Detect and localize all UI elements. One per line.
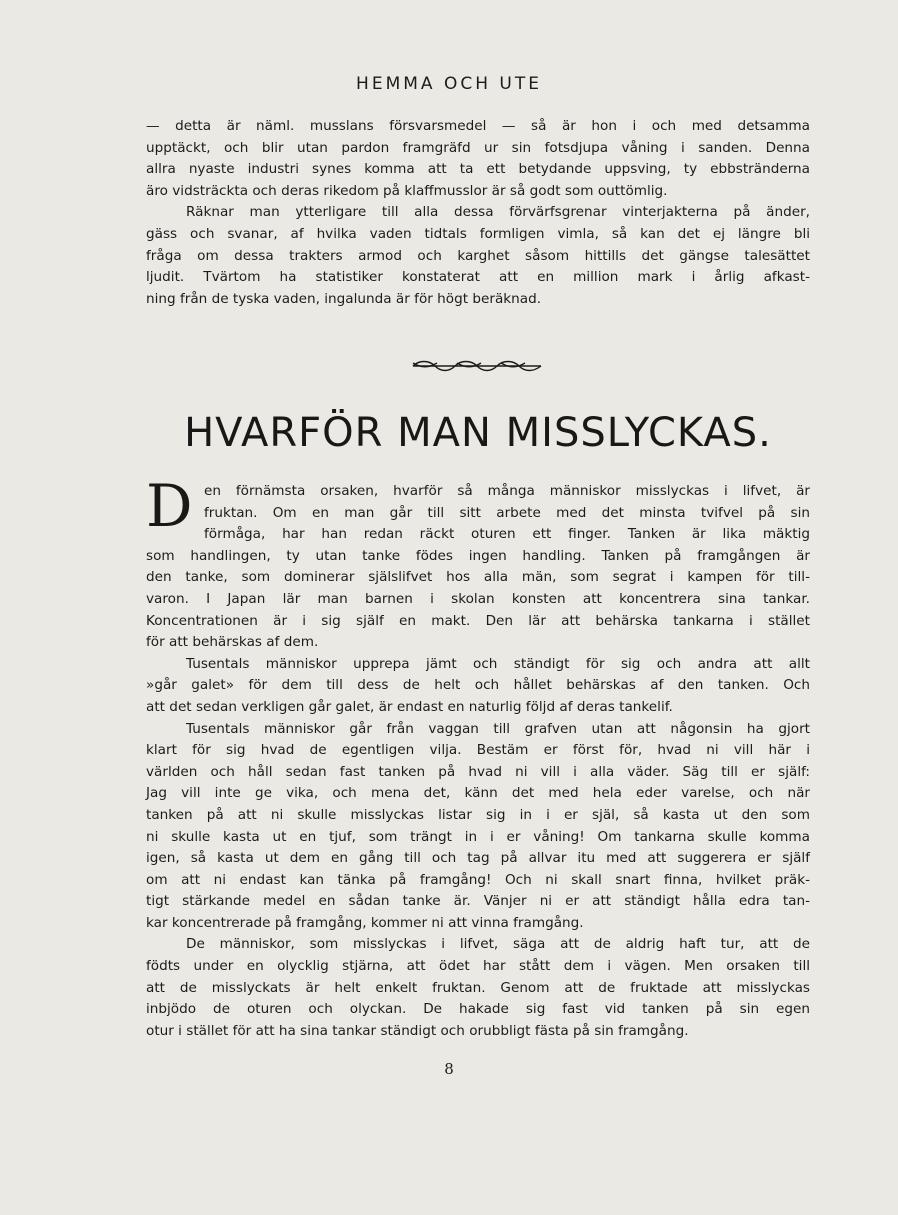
text-line: ni skulle kasta ut en tjuf, som trängt in i er våning! Om tankarna skulle komma [146,828,810,845]
text-line: förmåga, har han redan räckt oturen ett finger. Tanken är lika mäktig [204,526,810,543]
text-line: den tanke, som dominerar själslifvet hos alla män, som segrat i kampen för till- [146,569,810,586]
text-line: för att behärskas af dem. [146,634,319,651]
text-line: en förnämsta orsaken, hvarför så många människor misslyckas i lifvet, är [204,483,810,499]
text-line: otur i stället för att ha sina tankar ständigt och orubbligt fästa på sin framgång. [146,1022,689,1039]
article-title: HVARFÖR MAN MISSLYCKAS. [184,410,772,456]
text-line: gäss och svanar, af hvilka vaden tidtals formligen vimla, så kan det ej längre bli [146,225,810,242]
text-line: ning från de tyska vaden, ingalunda är för högt beräknad. [146,290,542,307]
text-line: igen, så kasta ut dem en gång till och tag på allvar itu med att suggerera er själf [146,850,810,867]
text-line: tigt stärkande medel en sådan tanke är. Vänjer ni er att ständigt hålla edra tan- [146,893,810,910]
drop-cap: D [146,472,193,540]
text-line: Räknar man ytterligare till alla dessa förvärfsgrenar vinterjakterna på änder, [186,204,810,221]
text-line: tanken på att ni skulle misslyckas listar sig in i er själ, så kasta ut den som [146,806,810,823]
text-line: allra nyaste industri synes komma att ta ett betydande uppsving, ty ebbstränderna [146,161,810,178]
text-line: upptäckt, och blir utan pardon framgräfd ur sin fotsdjupa våning i sanden. Denna [146,139,810,156]
text-line: Jag vill inte ge vika, och mena det, känn det med hela eder varelse, och när [146,785,810,802]
text-line: varon. I Japan lär man barnen i skolan konsten att koncentrera sina tankar. [146,590,810,607]
text-line: äro vidsträckta och deras rikedom på klaffmusslor är så godt som outtömlig. [146,182,668,199]
text-line: »går galet» för dem till dess de helt och hållet behärskas af den tanken. Och [146,677,810,694]
text-line: Koncentrationen är i sig själf en makt. Den lär att behärska tankarna i stället [146,612,810,629]
text-line: om att ni endast kan tänka på framgång! Och ni skall snart finna, hvilket präk- [146,871,810,888]
text-line: födts under en olycklig stjärna, att ödet har stått dem i vägen. Men orsaken till [146,958,810,975]
text-line: fruktan. Om en man går till sitt arbete med det minsta tvifvel på sin [204,504,810,521]
text-line: att det sedan verkligen går galet, är endast en naturlig följd af deras tankelif. [146,698,673,715]
text-line: — detta är näml. musslans försvarsmedel — så är hon i och med detsamma [146,118,810,134]
page-number: 8 [444,1060,454,1078]
section-divider-ornament [409,358,545,374]
article-body [146,472,810,1042]
text-line: att de misslyckats är helt enkelt fruktan. Genom att de fruktade att misslyckas [146,979,810,996]
text-line: inbjödo de oturen och olyckan. De hakade sig fast vid tanken på sin egen [146,1001,810,1018]
text-line: Tusentals människor går från vaggan till grafven utan att någonsin ha gjort [186,720,810,737]
first-paragraph-opening [146,472,810,546]
text-line: fråga om dessa trakters armod och karghet såsom hittills det gängse talesättet [146,247,810,264]
text-line: klart för sig hvad de egentligen vilja. Bestäm er först för, hvad ni vill här i [146,742,810,759]
text-line: Tusentals människor upprepa jämt och ständigt för sig och andra att allt [186,655,810,672]
running-head: HEMMA OCH UTE [356,74,542,94]
text-line: som handlingen, ty utan tanke födes ingen handling. Tanken på framgången är [146,547,810,564]
text-line: De människor, som misslyckas i lifvet, säga att de aldrig haft tur, att de [186,936,810,953]
continued-article-text [146,116,810,310]
text-line: kar koncentrerade på framgång, kommer ni att vinna framgång. [146,914,584,931]
text-line: världen och håll sedan fast tanken på hvad ni vill i alla väder. Säg till er själf: [146,763,810,780]
text-line: ljudit. Tvärtom ha statistiker konstaterat att en million mark i årlig afkast- [146,269,810,286]
